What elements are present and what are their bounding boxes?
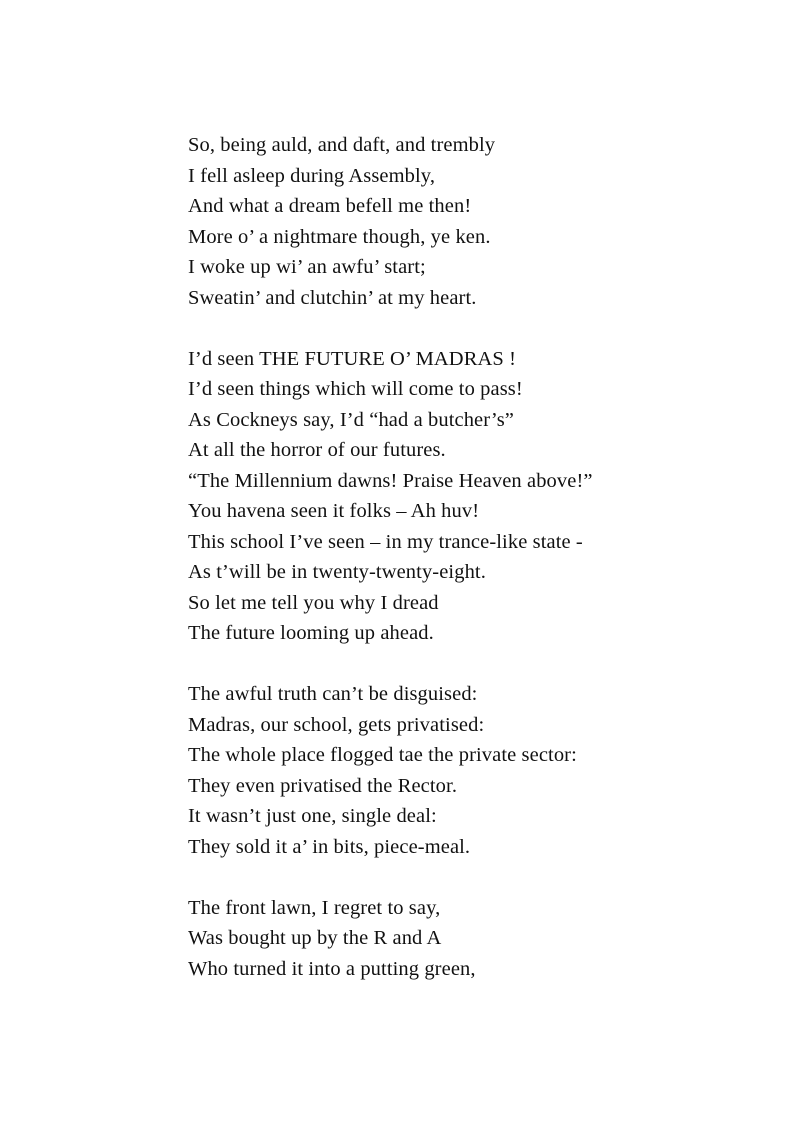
poem-line: “The Millennium dawns! Praise Heaven above!” [188,469,593,492]
poem-line: The whole place flogged tae the private sector: [188,744,577,766]
stanza-2 [188,344,768,649]
poem-line: And what a dream befell me then! [188,195,472,217]
poem-line: As Cockneys say, I’d “had a butcher’s” [188,408,515,431]
poem-line: So, being auld, and daft, and trembly [188,134,496,156]
stanza-1 [188,130,768,313]
poem-line: This school I’ve seen – in my trance-like state - [188,530,583,553]
poem-line: The front lawn, I regret to say, [188,896,441,919]
poem-line: Who turned it into a putting green, [188,957,476,980]
poem-line: I woke up wi’ an awfu’ start; [188,256,426,278]
poem-line: You havena seen it folks – Ah huv! [188,500,480,522]
poem-line: I’d seen things which will come to pass! [188,378,523,400]
poem-line: They even privatised the Rector. [188,774,458,797]
poem-line: At all the horror of our futures. [188,439,446,461]
poem-line: The future looming up ahead. [188,622,434,644]
poem-line: So let me tell you why I dread [188,591,439,614]
poem-line: Sweatin’ and clutchin’ at my heart. [188,286,477,309]
poem-line: It wasn’t just one, single deal: [188,805,437,827]
poem-line: Madras, our school, gets privatised: [188,713,485,736]
poem-line: I’d seen THE FUTURE O’ MADRAS ! [188,347,517,370]
poem-line: As t’will be in twenty-twenty-eight. [188,561,486,583]
poem-text [188,130,768,984]
stanza-4 [188,893,768,985]
stanza-3 [188,679,768,862]
poem-line: I fell asleep during Assembly, [188,164,436,187]
poem-line: Was bought up by the R and A [188,927,442,949]
poem-line: More o’ a nightmare though, ye ken. [188,225,491,248]
poem-line: The awful truth can’t be disguised: [188,683,478,705]
poem-line: They sold it a’ in bits, piece-meal. [188,835,471,858]
